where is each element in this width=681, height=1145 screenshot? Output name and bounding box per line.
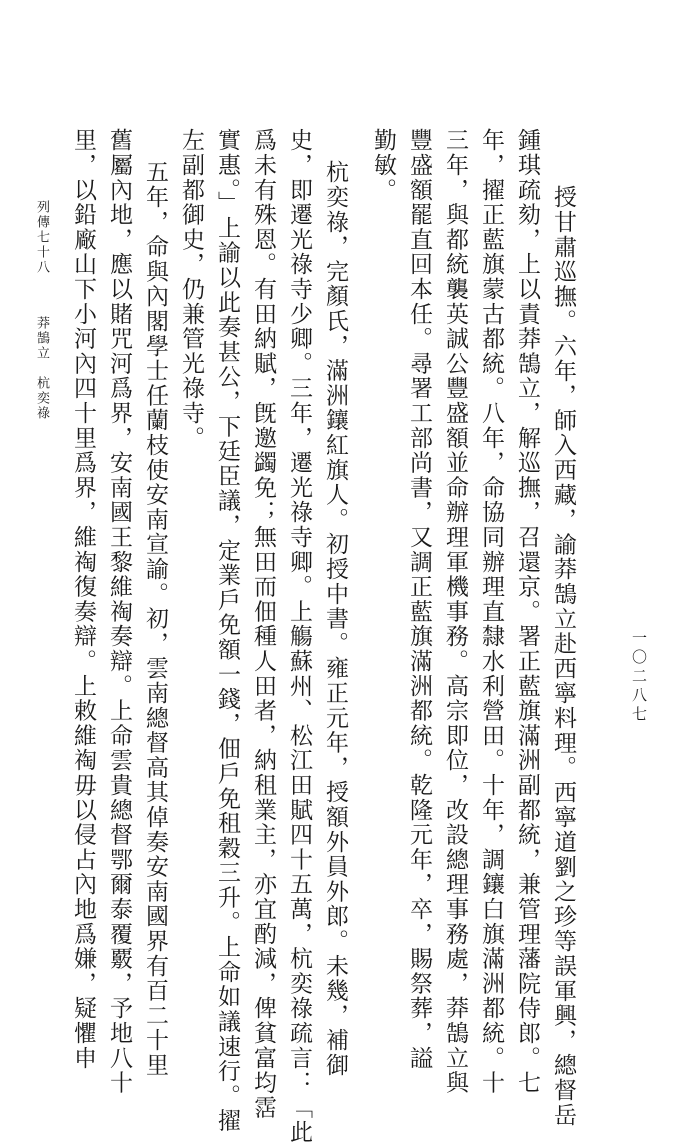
text-column: 三年，與都統襲英誠公豐盛額並命辦理軍機事務。高宗即位，改設總理事務處，莽鵠立與 [442,128,468,1096]
text-column: 杭奕祿，完顏氏，滿洲鑲紅旗人。初授中書。雍正元年，授額外員外郎。未幾，補御 [322,160,348,1078]
text-column: 史，即遷光祿寺少卿。三年，遷光祿寺卿。上觴蘇州、松江田賦四十五萬，杭奕祿疏言：「此 [286,128,312,1145]
text-column: 爲未有殊恩。有田納賦，旣邀蠲免；無田而佃種人田者，納租業主，亦宜酌減，俾貧富均霑 [250,128,276,1120]
chapter-title: 列傳七十八 [34,200,49,275]
text-column: 鍾琪疏劾，上以責莽鵠立，解巡撫，召還京。署正藍旗滿洲副都統，兼管理藩院侍郎。七 [514,128,540,1096]
text-column: 左副都御史，仍兼管光祿寺。 [178,128,204,451]
text-column: 舊屬內地，應以賭咒河爲界，安南國王黎維祹奏辯。上命雲貴總督鄂爾泰覆覈，予地八十 [106,128,132,1096]
text-column: 授甘肅巡撫。六年，師入西藏，諭莽鵠立赴西寧料理。西寧道劉之珍等誤軍興，總督岳 [550,185,576,1128]
text-column: 實惠。」上諭以此奏甚公，下廷臣議，定業戶免額一錢，佃戶免租穀三升。上命如議速行。擢 [214,128,240,1134]
text-column: 勤敏。 [370,128,396,203]
text-column: 豐盛額罷直回本任。尋署工部尚書，又調正藍旗滿洲都統。乾隆元年，卒，賜祭葬，謚 [406,128,432,1071]
page-number: 一〇二八七 [630,630,648,725]
text-column: 五年，命與內閣學士任蘭枝使安南宣諭。初，雲南總督高其倬奏安南國界有百二十里 [142,160,168,1078]
text-column: 里，以鉛廠山下小河內四十里爲界，維祹復奏辯。上敕維祹毋以侵占內地爲嫌，疑懼申 [70,128,96,1071]
biography-names: 莽鵠立 杭奕祿 [34,316,49,421]
text-column: 年，擢正藍旗蒙古都統。八年，命協同辦理直隸水利營田。十年，調鑲白旗滿洲都統。十 [478,128,504,1096]
